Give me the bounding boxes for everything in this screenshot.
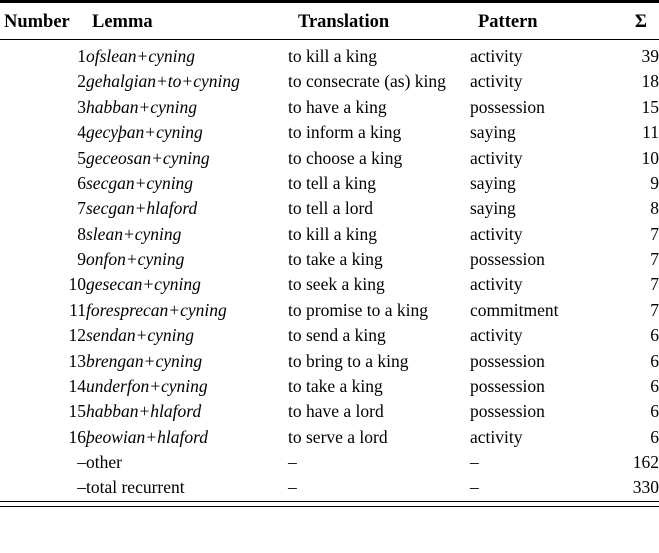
table-row — [0, 450, 659, 475]
cell-number: – — [77, 477, 86, 498]
cell-translation: to send a king — [288, 325, 386, 346]
cell-pattern: activity — [470, 325, 523, 346]
cell-pattern: activity — [470, 223, 523, 244]
cell-sum: 7 — [650, 274, 659, 295]
column-header-translation: Translation — [288, 7, 470, 40]
cell-translation: to seek a king — [288, 274, 385, 295]
cell-pattern: activity — [470, 71, 523, 92]
cell-lemma: gesecan+cyning — [86, 274, 201, 295]
column-header-pattern: Pattern — [470, 7, 600, 40]
column-header-sum: Σ — [600, 7, 659, 40]
table-body — [0, 40, 659, 502]
cell-sum: 6 — [650, 375, 659, 396]
column-header-lemma: Lemma — [86, 7, 288, 40]
table-row — [0, 475, 659, 501]
cell-translation: to kill a king — [288, 46, 377, 66]
cell-translation: to have a king — [288, 96, 387, 117]
cell-pattern: saying — [470, 122, 516, 143]
cell-pattern: activity — [470, 274, 523, 295]
rule-bottom-thick — [0, 506, 659, 507]
cell-sum: 18 — [641, 71, 659, 92]
cell-number: 13 — [68, 350, 86, 371]
cell-lemma: slean+cyning — [86, 223, 182, 244]
cell-number: 7 — [77, 198, 86, 219]
cell-translation: to have a lord — [288, 401, 384, 422]
cell-translation: to tell a king — [288, 172, 376, 193]
cell-lemma: habban+cyning — [86, 96, 197, 117]
cell-pattern: – — [470, 452, 479, 472]
table-row — [0, 95, 659, 120]
cell-number: 10 — [68, 274, 86, 295]
table-row — [0, 374, 659, 399]
cell-pattern: activity — [470, 147, 523, 168]
cell-sum: 7 — [650, 249, 659, 269]
cell-number: – — [77, 452, 86, 472]
table-foot — [0, 501, 659, 507]
cell-translation: to take a king — [288, 375, 383, 396]
cell-translation: to consecrate (as) king — [288, 71, 446, 92]
cell-lemma: foresprecan+cyning — [86, 299, 227, 320]
cell-lemma: gecyþan+cyning — [86, 122, 203, 143]
table-row — [0, 196, 659, 221]
cell-pattern: activity — [470, 46, 523, 66]
column-header-number: Number — [0, 7, 86, 40]
cell-sum: 6 — [650, 401, 659, 422]
cell-translation: – — [288, 452, 297, 472]
table-row — [0, 221, 659, 246]
cell-pattern: saying — [470, 172, 516, 193]
cell-pattern: commitment — [470, 299, 559, 320]
cell-pattern: activity — [470, 426, 523, 447]
cell-lemma: geceosan+cyning — [86, 147, 210, 168]
cell-pattern: possession — [470, 375, 545, 396]
table-row — [0, 145, 659, 170]
cell-number: 16 — [68, 426, 86, 447]
table-row — [0, 69, 659, 94]
cell-sum: 7 — [650, 223, 659, 244]
table-row — [0, 399, 659, 424]
cell-lemma: total recurrent — [86, 477, 185, 498]
cell-translation: to inform a king — [288, 122, 402, 143]
cell-lemma: sendan+cyning — [86, 325, 195, 346]
table-row — [0, 247, 659, 272]
cell-sum: 39 — [641, 46, 659, 66]
cell-number: 1 — [77, 46, 86, 66]
table-row — [0, 272, 659, 297]
cell-pattern: possession — [470, 96, 545, 117]
cell-lemma: brengan+cyning — [86, 350, 203, 371]
cell-sum: 6 — [650, 426, 659, 447]
cell-lemma: secgan+hlaford — [86, 198, 198, 219]
cell-pattern: possession — [470, 350, 545, 371]
cell-number: 11 — [69, 299, 86, 320]
cell-lemma: gehalgian+to+cyning — [86, 71, 240, 92]
cell-pattern: saying — [470, 198, 516, 219]
cell-number: 8 — [77, 223, 86, 244]
cell-translation: to bring to a king — [288, 350, 409, 371]
cell-translation: to serve a lord — [288, 426, 388, 447]
cell-number: 12 — [68, 325, 86, 346]
cell-sum: 162 — [632, 452, 659, 472]
cell-lemma: secgan+cyning — [86, 172, 194, 193]
cell-translation: to choose a king — [288, 147, 403, 168]
cell-number: 15 — [68, 401, 86, 422]
cell-lemma: habban+hlaford — [86, 401, 202, 422]
table-row — [0, 298, 659, 323]
table-row — [0, 323, 659, 348]
table-head — [0, 1, 659, 40]
cell-translation: to kill a king — [288, 223, 377, 244]
cell-sum: 15 — [641, 96, 659, 117]
table-row — [0, 348, 659, 373]
table-header-row — [0, 7, 659, 40]
cell-number: 14 — [68, 375, 86, 396]
cell-sum: 10 — [641, 147, 659, 168]
cell-lemma: underfon+cyning — [86, 375, 208, 396]
cell-number: 2 — [77, 71, 86, 92]
cell-lemma: þeowian+hlaford — [86, 426, 208, 447]
cell-number: 9 — [77, 249, 86, 269]
cell-translation: to promise to a king — [288, 299, 428, 320]
cell-pattern: possession — [470, 249, 545, 269]
cell-sum: 8 — [650, 198, 659, 219]
table-row — [0, 171, 659, 196]
cell-number: 6 — [77, 172, 86, 193]
cell-sum: 11 — [642, 122, 659, 143]
cell-pattern: – — [470, 477, 479, 498]
table-row — [0, 40, 659, 70]
cell-translation: to tell a lord — [288, 198, 374, 219]
cell-lemma: other — [86, 452, 122, 472]
table-row — [0, 424, 659, 449]
table-row — [0, 120, 659, 145]
cell-sum: 330 — [632, 477, 659, 498]
cell-number: 3 — [77, 96, 86, 117]
cell-number: 5 — [77, 147, 86, 168]
cell-sum: 6 — [650, 350, 659, 371]
cell-translation: to take a king — [288, 249, 383, 269]
cell-number: 4 — [77, 122, 86, 143]
cell-lemma: onfon+cyning — [86, 249, 185, 269]
cell-lemma: ofslean+cyning — [86, 46, 196, 66]
cell-sum: 6 — [650, 325, 659, 346]
cell-translation: – — [288, 477, 297, 498]
cell-sum: 9 — [650, 172, 659, 193]
cell-pattern: possession — [470, 401, 545, 422]
cell-sum: 7 — [650, 299, 659, 320]
